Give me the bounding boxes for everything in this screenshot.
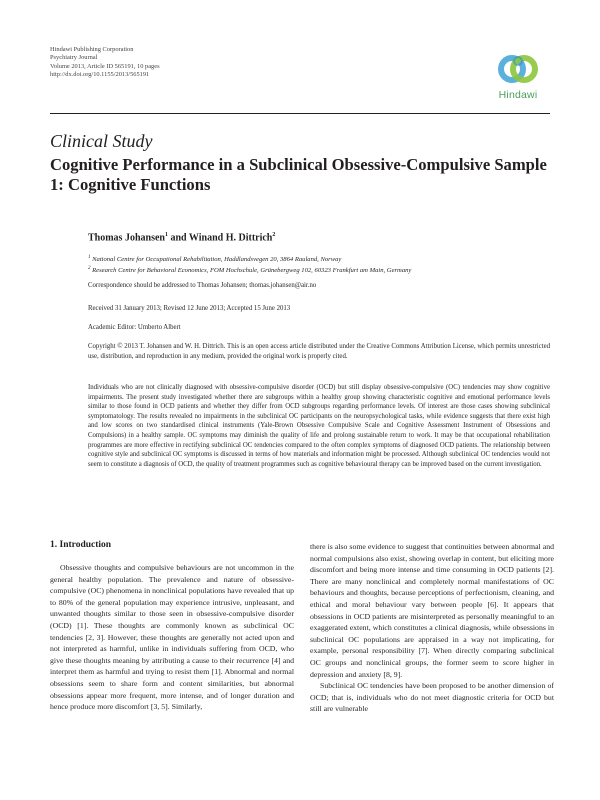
article-title: Cognitive Performance in a Subclinical Obsessive-Compulsive Sample 1: Cognitive Functions	[50, 155, 547, 194]
author-list	[88, 232, 275, 243]
hindawi-logo	[494, 50, 542, 106]
author-name: Thomas Johansen	[88, 232, 165, 244]
article-type: Clinical Study	[50, 131, 153, 151]
body-column-right	[310, 541, 554, 715]
journal-name: Psychiatry Journal	[50, 54, 98, 62]
author-name: Winand H. Dittrich	[188, 232, 273, 244]
correspondence: Correspondence should be addressed to Thomas Johansen; thomas.johansen@air.no	[88, 282, 317, 289]
hindawi-logo-icon	[494, 50, 542, 88]
article-dates: Received 31 January 2013; Revised 12 June 2013; Accepted 15 June 2013	[88, 305, 291, 312]
affiliation-text: National Centre for Occupational Rehabilitation, Haddlandsvegen 20, 3864 Rauland, Norway	[92, 256, 342, 264]
author-affil-mark: 2	[272, 232, 276, 238]
affiliation-2	[88, 264, 548, 276]
affiliation-number: 2	[88, 266, 91, 271]
author-separator: and	[167, 232, 189, 244]
body-column-left	[50, 562, 294, 713]
body-paragraph: Obsessive thoughts and compulsive behaviours are not uncommon in the general healthy population. The prevalence and nature of obsessive-compulsive (OC) phenomena in nonclinical populations have revealed that up to 80% of the general population may experience intrusive, unpleasant, and unwanted thoughts similar to those seen in obsessive-compulsive disorder (OCD) [1]. These thoughts are commonly known as subclinical OC tendencies [2, 3]. However, these thoughts are generally not acted upon and not interpreted as harmful, unlike in individuals suffering from OCD, who give these thoughts meaning by attributing a cause to their recurrence [4] and interpret them as harmful and trying to resist them [1]. Abnormal and normal obsessions seem to share form and content similarities, but abnormal obsessions appear more frequent, more intense, and of longer duration and hence produce more discomfort [3, 5]. Similarly,	[50, 563, 294, 712]
hindawi-logo-text: Hindawi	[498, 89, 538, 101]
body-paragraph: there is also some evidence to suggest that continuities between abnormal and normal compulsions also exist, showing overlap in content, but eliciting more discomfort and being more intense and time consuming in OCD patients [2]. There are many nonclinical and completely normal manifestations of OC behaviours and thoughts, because perceptions of perfectionism, cleaning, and ethical and moral behaviour vary between people [6]. It appears that obsessions in OCD patients are misinterpreted as personally meaningful to an exaggerated extent, which constitutes a clinical diagnosis, while obsessions in subclinical OC populations are appraised in a way not implicating, for example, personal responsibility [7]. When directly comparing subclinical OC groups and nonclinical groups, the former seem to score higher in depression and anxiety [8, 9].	[310, 542, 554, 679]
publisher-name: Hindawi Publishing Corporation	[50, 46, 134, 53]
header-divider	[50, 113, 550, 114]
author-affil-mark: 1	[164, 232, 168, 238]
abstract: Individuals who are not clinically diagnosed with obsessive-compulsive disorder (OCD) but still display obsessive-compulsive (OC) tendencies may show cognitive impairments. The present study investigated whether there are subgroups within a healthy group showing characteristic cognitive and emotional performance levels similar to those found in OCD patients and whether they differ from OCD subgroups regarding performance levels. Of interest are those cases showing subclinical symptomatology. The results revealed no impairments in the subclinical OC participants on the neuropsychological tasks, while evidence suggests that there exist high and low scores on two standardised clinical instruments (Yale-Brown Obsessive Compulsive Scale and Cognitive Assessment Instrument of Obsessions and Compulsions) in a healthy sample. OC symptoms may diminish the quality of life and prolong sustainable return to work. It may be that occupational rehabilitation programmes are more effective in rectifying subclinical OC tendencies compared to the often complex symptoms of diagnosed OCD patients. The relationship between cognitive style and subclinical OC symptoms is discussed in terms of how materials and information might be processed. Although subclinical OC tendencies would not seem to constitute a diagnosis of OCD, the quality of treatment programmes such as cognitive behavioural therapy can be improved based on the current investigation.	[88, 384, 550, 468]
body-paragraph: Subclinical OC tendencies have been proposed to be another dimension of OCD; that is, individuals who do not meet diagnostic criteria for OCD but still are vulnerable	[310, 681, 554, 714]
affiliation-text: Research Centre for Behavioral Economics, FOM Hochschule, Grünebergweg 102, 60323 Frankfurt am Main, Germany	[92, 267, 412, 275]
academic-editor: Academic Editor: Umberto Albert	[88, 324, 181, 331]
volume-info: Volume 2013, Article ID 565191, 10 pages	[50, 62, 160, 70]
affiliation-number: 1	[88, 255, 91, 260]
copyright-notice: Copyright © 2013 T. Johansen and W. H. Dittrich. This is an open access article distributed under the Creative Commons Attribution License, which permits unrestricted use, distribution, and reproduction in any medium, provided the original work is properly cited.	[88, 343, 550, 360]
section-heading: 1. Introduction	[50, 540, 112, 550]
publication-info	[50, 46, 160, 79]
doi-link[interactable]: http://dx.doi.org/10.1155/2013/565191	[50, 70, 150, 78]
